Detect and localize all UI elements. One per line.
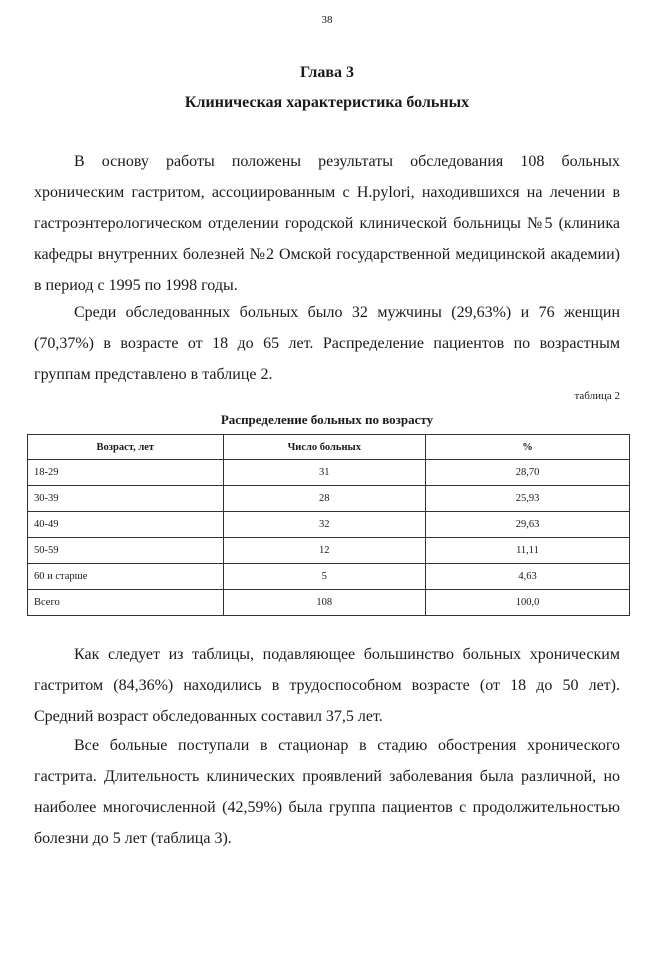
- cell-age: 60 и старше: [28, 564, 224, 590]
- cell-age: 18-29: [28, 460, 224, 486]
- cell-percent: 4,63: [426, 564, 630, 590]
- header-count: Число больных: [223, 435, 425, 460]
- cell-percent: 25,93: [426, 486, 630, 512]
- chapter-heading: Глава 3: [300, 64, 354, 81]
- table-caption: Распределение больных по возрасту: [220, 412, 434, 427]
- header-percent: %: [426, 435, 630, 460]
- cell-percent: 29,63: [426, 512, 630, 538]
- page-number: 38: [321, 14, 333, 26]
- chapter-title: Клиническая характеристика больных: [184, 94, 470, 111]
- cell-age: 40-49: [28, 512, 224, 538]
- paragraph-3: Как следует из таблицы, подавляющее большинство больных хроническим гастритом (84,36%) находились в трудоспособном возрасте (от 18 до 50 лет). Средний возраст обследованных составил 37,5 лет.: [34, 646, 620, 725]
- paragraph-1: В основу работы положены результаты обследования 108 больных хроническим гастритом, ассоциированным с H.pylori, находившихся на лечении в гастроэнтерологическом отделении городской клинической больницы №5 (клиника кафедры внутренних болезней №2 Омской государственной медицинской академии) в период с 1995 по 1998 годы.: [34, 153, 620, 294]
- cell-age: 50-59: [28, 538, 224, 564]
- cell-count: 108: [223, 590, 425, 616]
- age-distribution-table: [27, 434, 630, 616]
- cell-count: 31: [223, 460, 425, 486]
- table-row: [28, 486, 630, 512]
- header-age: Возраст, лет: [28, 435, 224, 460]
- paragraph-2: Среди обследованных больных было 32 мужчины (29,63%) и 76 женщин (70,37%) в возрасте от 18 до 65 лет. Распределение пациентов по возрастным группам представлено в таблице 2.: [34, 304, 620, 383]
- table-label: таблица 2: [574, 390, 620, 402]
- paragraph-4: Все больные поступали в стационар в стадию обострения хронического гастрита. Длительность клинических проявлений заболевания была различной, но наиболее многочисленной (42,59%) была группа пациентов с продолжительностью болезни до 5 лет (таблица 3).: [34, 737, 620, 847]
- table-header-row: [28, 435, 630, 460]
- cell-percent: 28,70: [426, 460, 630, 486]
- table-row: [28, 564, 630, 590]
- table-row: [28, 538, 630, 564]
- table-row: [28, 512, 630, 538]
- cell-age: 30-39: [28, 486, 224, 512]
- cell-percent: 100,0: [426, 590, 630, 616]
- cell-count: 12: [223, 538, 425, 564]
- cell-percent: 11,11: [426, 538, 630, 564]
- table-total-row: [28, 590, 630, 616]
- cell-count: 32: [223, 512, 425, 538]
- cell-age: Всего: [28, 590, 224, 616]
- cell-count: 5: [223, 564, 425, 590]
- table-row: [28, 460, 630, 486]
- cell-count: 28: [223, 486, 425, 512]
